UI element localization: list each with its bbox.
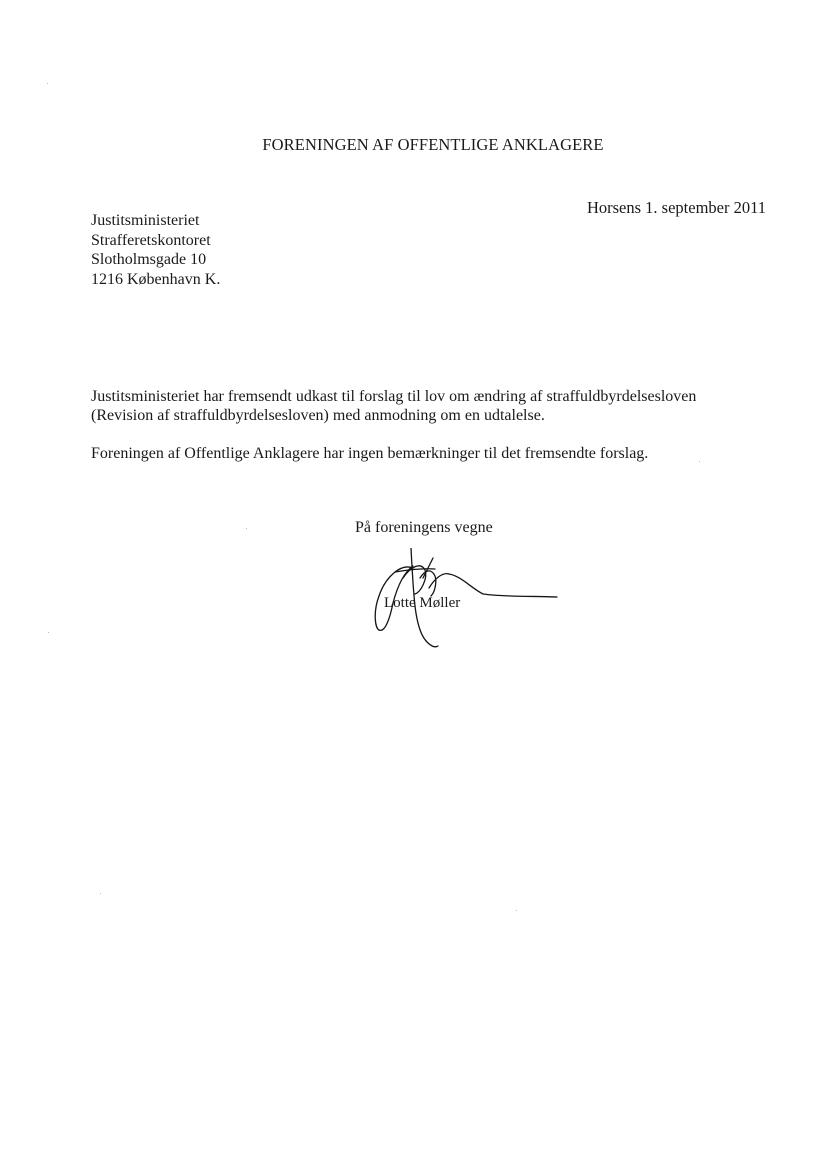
body-paragraph-1-line-1: Justitsministeriet har fremsendt udkast til forslag til lov om ændring af straffuldbyrdelsesloven bbox=[91, 388, 697, 405]
recipient-line-city: 1216 København K. bbox=[91, 270, 221, 288]
signature-stroke-cross-3 bbox=[420, 571, 436, 596]
recipient-line-street: Slotholmsgade 10 bbox=[91, 251, 207, 268]
signature-stroke-cross-4 bbox=[429, 574, 449, 588]
body-paragraph-2: Foreningen af Offentlige Anklagere har ingen bemærkninger til det fremsendte forslag. bbox=[91, 445, 649, 462]
scan-speck bbox=[47, 83, 48, 84]
signer-name: Lotte Møller bbox=[384, 595, 461, 611]
place-date: Horsens 1. september 2011 bbox=[586, 198, 766, 217]
scan-speck bbox=[48, 632, 49, 633]
closing-phrase: På foreningens vegne bbox=[355, 519, 493, 536]
signature-stroke-tail bbox=[449, 574, 557, 597]
recipient-line-ministry: Justitsministeriet bbox=[91, 212, 200, 229]
scan-speck bbox=[100, 893, 101, 894]
organization-title: FORENINGEN AF OFFENTLIGE ANKLAGERE bbox=[262, 135, 604, 154]
recipient-line-office: Strafferetskontoret bbox=[91, 231, 211, 249]
body-paragraph-1-line-2: (Revision af straffuldbyrdelsesloven) med anmodning om en udtalelse. bbox=[91, 407, 545, 424]
scan-speck bbox=[246, 528, 247, 529]
scan-speck bbox=[699, 461, 700, 462]
signature-block bbox=[365, 548, 565, 653]
scan-speck bbox=[516, 910, 517, 911]
recipient-address bbox=[91, 211, 220, 289]
body-paragraph-1 bbox=[91, 387, 696, 425]
